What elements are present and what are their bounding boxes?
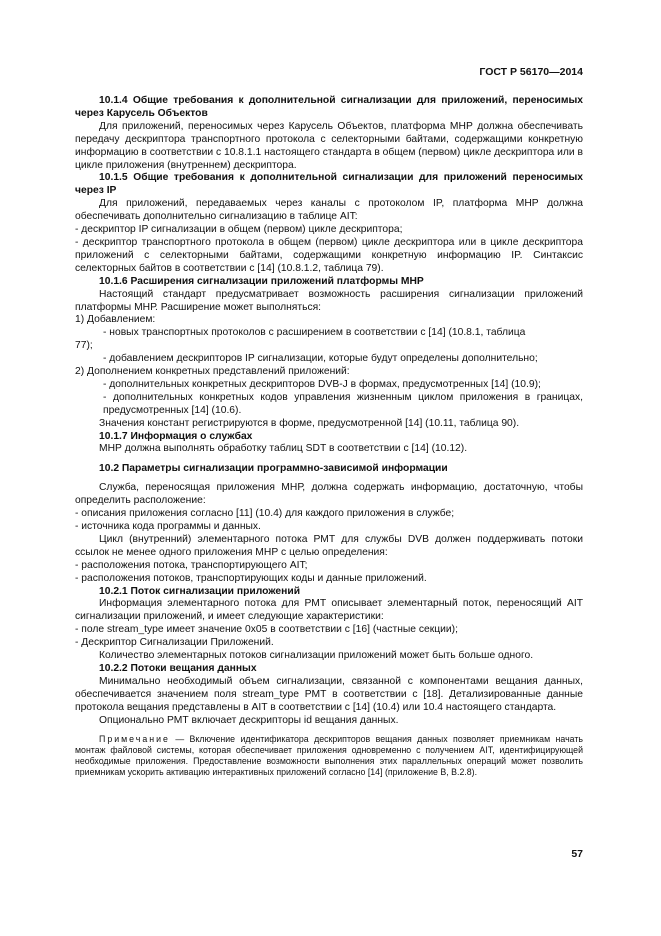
section-heading: 10.2 Параметры сигнализации программно-зависимой информации [99,463,448,475]
page-number: 57 [571,848,583,860]
paragraph: МНР должна выполнять обработку таблиц SDT в соответствии с [14] (10.12). [99,443,468,455]
list-item: - расположения потока, транспортирующего AIT; [75,559,308,571]
paragraph: Опционально РМТ включает дескрипторы id вещания данных. [99,714,399,726]
section-heading: 10.2.1 Поток сигнализации приложений [99,585,301,597]
numbered-item: 1) Добавлением: [75,314,156,326]
paragraph: Информация элементарного потока для РМТ описывает элементарный поток, переносящий AIT сигнализации приложений, и имеет следующие характеристики: [75,598,583,623]
numbered-item: 2) Дополнением конкретных представлений приложений: [75,366,350,378]
list-item: - дескриптор IP сигнализации в общем (первом) цикле дескриптора; [75,224,403,236]
list-item: - Дескриптор Сигнализации Приложений. [75,637,274,649]
paragraph: Цикл (внутренний) элементарного потока РМТ для службы DVB должен поддерживать потоки ссылок не менее одного приложения МНР с целью определения: [75,533,583,558]
list-item: - дескриптор транспортного протокола в общем (первом) цикле дескриптора или в цикле дескриптора приложений с селекторными байтами, содержащими конкретную информацию IP. Синтаксис селекторных байтов в соответствии с [14] (10.8.1.2, таблица 79). [75,236,583,274]
list-item: - источника кода программы и данных. [75,521,261,532]
section-heading: 10.1.5 Общие требования к дополнительной сигнализации для приложений переносимых через IP [75,172,583,197]
sub-list-item: - новых транспортных протоколов с расширением в соответствии с [14] (10.8.1, таблица [103,327,526,339]
list-item-continuation: 77); [75,340,93,352]
list-item: - описания приложения согласно [11] (10.4) для каждого приложения в службе; [75,508,455,520]
paragraph: Минимально необходимый объем сигнализации, связанной с компонентами вещания данных, обеспечивается значением поля stream_type РМТ в соответствии с [18]. Детализированные данные протокола вещания представлены в AIT в соответствии с [14] (10.4) или 10.4 настоящего стандарта. [75,675,583,713]
note-text: — Включение идентификатора дескрипторов вещания данных позволяет приемникам начать монтаж файловой системы, которая обеспечивает приложения одновременно с получением AIT, идентифицирующей необходимые приложения. Предоставление возможности выполнения этих параллельных операций может позволить приемникам ускорить активацию интерактивных приложений согласно [14] (приложение В, В.2.8). [75,733,583,778]
document-body [75,95,583,778]
note-label: Примечание [99,733,170,744]
list-item: - расположения потоков, транспортирующих коды и данные приложений. [75,572,427,584]
section-heading: 10.1.4 Общие требования к дополнительной сигнализации для приложений, переносимых через Карусель Объектов [75,95,583,119]
document-standard-id: ГОСТ Р 56170—2014 [479,66,583,78]
sub-list-item: - дополнительных конкретных кодов управления жизненным циклом приложения в границах, предусмотренных [14] (10.6). [103,391,583,416]
list-item: - поле stream_type имеет значение 0x05 в соответствии с [16] (частные секции); [75,624,458,636]
section-heading: 10.2.2 Потоки вещания данных [99,662,257,674]
sub-list-item: - добавлением дескрипторов IP сигнализации, которые будут определены дополнительно; [103,353,538,365]
paragraph: Значения констант регистрируются в форме, предусмотренной [14] (10.11, таблица 90). [99,417,520,429]
paragraph: Служба, переносящая приложения МНР, должна содержать информацию, достаточную, чтобы определить расположение: [75,482,583,507]
paragraph: Для приложений, передаваемых через каналы с протоколом IP, платформа МНР должна обеспечивать дополнительно сигнализацию в таблице AIT: [75,198,583,223]
paragraph: Для приложений, переносимых через Карусель Объектов, платформа МНР должна обеспечивать передачу дескриптора транспортного протокола с селекторными байтами, содержащими конкретную информацию в соответствии с 10.8.1.1 настоящего стандарта в общем (первом) цикле дескриптора или в цикле приложения (внутреннем) дескриптора. [75,120,583,171]
section-heading: 10.1.7 Информация о службах [99,430,253,442]
paragraph: Количество элементарных потоков сигнализации приложений может быть больше одного. [99,650,534,662]
note-paragraph [75,734,583,779]
sub-list-item: - дополнительных конкретных дескрипторов DVB-J в формах, предусмотренных [14] (10.9); [103,378,541,390]
paragraph: Настоящий стандарт предусматривает возможность расширения сигнализации приложений платформы МНР. Расширение может выполняться: [75,288,583,313]
section-heading: 10.1.6 Расширения сигнализации приложений платформы МНР [99,275,424,287]
